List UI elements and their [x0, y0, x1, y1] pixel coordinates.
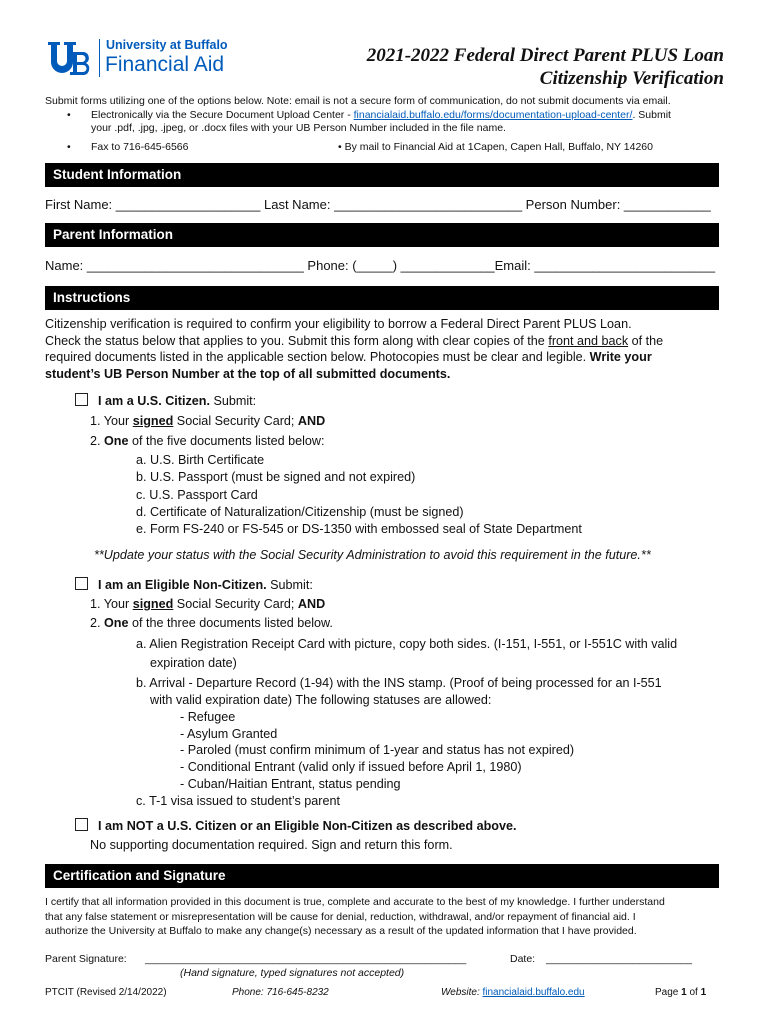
status-cuban-haitian: - Cuban/Haitian Entrant, status pending	[180, 777, 401, 791]
noncitizen-item-2c: of the three documents listed below.	[128, 616, 333, 630]
footer-website-label: Website:	[441, 987, 483, 998]
instructions-line-3b: Write your	[589, 350, 652, 364]
submit-fax: Fax to 716-645-6566	[91, 141, 189, 153]
certification-heading: Certification and Signature	[45, 864, 719, 888]
status-refugee: - Refugee	[180, 710, 236, 724]
bullet-electronic: •	[67, 109, 71, 121]
citizen-item-1	[90, 413, 325, 430]
student-info-heading: Student Information	[45, 163, 719, 187]
logo-financial-aid-text: Financial Aid	[105, 53, 225, 76]
page-current: 1	[681, 987, 687, 998]
parent-signature-label: Parent Signature:	[45, 953, 127, 965]
noncitizen-item-2	[90, 615, 333, 632]
citizen-doc-e: e. Form FS-240 or FS-545 or DS-1350 with embossed seal of State Department	[136, 522, 582, 536]
footer-website-link[interactable]: financialaid.buffalo.edu	[482, 987, 585, 998]
citizen-option[interactable]	[75, 393, 256, 410]
noncitizen-label: I am an Eligible Non-Citizen.	[98, 578, 267, 592]
document-title	[367, 44, 724, 90]
page-total: 1	[700, 987, 707, 998]
noncitizen-doc-c: c. T-1 visa issued to student’s parent	[136, 794, 340, 808]
noncitizen-item-1-signed: signed	[132, 597, 174, 611]
status-conditional: - Conditional Entrant (valid only if issued before April 1, 1980)	[180, 760, 522, 774]
electronic-prefix: Electronically via the Secure Document Upload Center -	[91, 109, 354, 121]
noncitizen-item-1a: 1. Your	[90, 597, 133, 611]
citizen-doc-d: d. Certificate of Naturalization/Citizenship (must be signed)	[136, 505, 464, 519]
citizen-doc-c: c. U.S. Passport Card	[136, 488, 258, 502]
citizen-checkbox[interactable]	[75, 393, 88, 406]
parent-info-heading: Parent Information	[45, 223, 719, 247]
student-info-fields[interactable]: First Name: ____________________ Last Name: __________________________ Person Number: ____________	[45, 197, 711, 212]
page-of: of	[686, 987, 701, 998]
not-citizen-label: I am NOT a U.S. Citizen or an Eligible Non-Citizen as described above.	[98, 819, 517, 833]
citizen-item-1a: 1. Your	[90, 414, 133, 428]
certification-line-2: that any false statement or misrepresentation will be cause for denial, reduction, withdrawal, and/or repayment of financial aid. I	[45, 911, 636, 923]
certification-line-1: I certify that all information provided in this document is true, complete and accurate to the best of my knowledge. I further understand	[45, 896, 665, 908]
submit-intro: Submit forms utilizing one of the options below. Note: email is not a secure form of communication, do not submit documents via email.	[45, 95, 671, 107]
submit-mail: • By mail to Financial Aid at 1Capen, Capen Hall, Buffalo, NY 14260	[338, 141, 653, 153]
not-citizen-checkbox[interactable]	[75, 818, 88, 831]
instructions-front-back: front and back	[548, 334, 629, 348]
citizen-label: I am a U.S. Citizen.	[98, 394, 210, 408]
upload-center-link[interactable]: financialaid.buffalo.edu/forms/documentation-upload-center/	[353, 109, 633, 121]
citizen-item-2-one: One	[104, 434, 129, 448]
noncitizen-item-1	[90, 596, 325, 613]
citizen-item-2c: of the five documents listed below:	[128, 434, 325, 448]
instructions-heading: Instructions	[45, 286, 719, 310]
noncitizen-doc-b: b. Arrival - Departure Record (1-94) with the INS stamp. (Proof of being processed for an I-551	[136, 676, 662, 690]
title-line-2: Citizenship Verification	[539, 68, 724, 89]
footer-phone: Phone: 716-645-8232	[232, 987, 329, 998]
date-label: Date:	[510, 953, 536, 965]
citizen-item-2	[90, 433, 325, 450]
noncitizen-item-2-one: One	[104, 616, 129, 630]
citizen-item-1b: Social Security Card;	[173, 414, 298, 428]
logo-university-text: University at Buffalo	[106, 38, 228, 52]
logo-divider	[99, 39, 100, 77]
instructions-line-3	[45, 349, 652, 366]
instructions-line-3a: required documents listed in the applicable section below. Photocopies must be clear and legible.	[45, 350, 590, 364]
citizen-item-1-signed: signed	[132, 414, 174, 428]
noncitizen-item-1b: Social Security Card;	[173, 597, 298, 611]
not-citizen-option[interactable]	[75, 818, 516, 835]
noncitizen-item-2a: 2.	[90, 616, 105, 630]
date-field[interactable]: _________________________	[546, 953, 692, 965]
status-paroled: - Paroled (must confirm minimum of 1-year and status has not expired)	[180, 743, 575, 757]
bullet-fax: •	[67, 141, 71, 153]
instructions-line-2b: of the	[628, 334, 664, 348]
parent-info-fields[interactable]: Name: ______________________________ Phone: (_____) _____________Email: _________________________	[45, 258, 716, 273]
footer-website	[441, 987, 585, 998]
citizen-doc-b: b. U.S. Passport (must be signed and not expired)	[136, 470, 416, 484]
noncitizen-item-1-and: AND	[297, 597, 326, 611]
ub-logo-icon	[46, 36, 94, 83]
instructions-line-4: student’s UB Person Number at the top of all submitted documents.	[45, 367, 451, 381]
noncitizen-checkbox[interactable]	[75, 577, 88, 590]
footer-form-id: PTCIT (Revised 2/14/2022)	[45, 987, 167, 998]
noncitizen-doc-b-cont: with valid expiration date) The following statuses are allowed:	[150, 693, 492, 707]
certification-line-3: authorize the University at Buffalo to make any change(s) necessary as a result of the updated information that I have provided.	[45, 925, 637, 937]
parent-signature-field[interactable]: _______________________________________________________	[145, 953, 467, 965]
citizen-item-2a: 2.	[90, 434, 105, 448]
noncitizen-doc-a-cont: expiration date)	[150, 656, 237, 670]
not-citizen-note: No supporting documentation required. Sign and return this form.	[90, 838, 453, 852]
citizen-doc-a: a. U.S. Birth Certificate	[136, 453, 265, 467]
noncitizen-submit: Submit:	[266, 578, 313, 592]
title-line-1: 2021-2022 Federal Direct Parent PLUS Loan	[366, 45, 724, 66]
submit-electronic	[91, 109, 671, 121]
noncitizen-doc-a: a. Alien Registration Receipt Card with picture, copy both sides. (I-151, I-551, or I-551C with valid	[136, 637, 678, 651]
instructions-line-1: Citizenship verification is required to confirm your eligibility to borrow a Federal Direct Parent PLUS Loan.	[45, 317, 632, 331]
footer-page-number	[655, 987, 706, 998]
instructions-line-2a: Check the status below that applies to you. Submit this form along with clear copies of the	[45, 334, 549, 348]
citizen-submit: Submit:	[209, 394, 257, 408]
status-asylum: - Asylum Granted	[180, 727, 278, 741]
hand-signature-note: (Hand signature, typed signatures not accepted)	[180, 967, 405, 979]
electronic-suffix: . Submit	[632, 109, 671, 121]
submit-electronic-line2: your .pdf, .jpg, .jpeg, or .docx files with your UB Person Number included in the file name.	[91, 122, 506, 134]
citizen-item-1-and: AND	[297, 414, 326, 428]
citizen-ssa-note: **Update your status with the Social Security Administration to avoid this requirement in the future.**	[94, 548, 651, 562]
noncitizen-option[interactable]	[75, 577, 313, 594]
instructions-line-2	[45, 333, 663, 350]
page-label: Page	[655, 987, 682, 998]
